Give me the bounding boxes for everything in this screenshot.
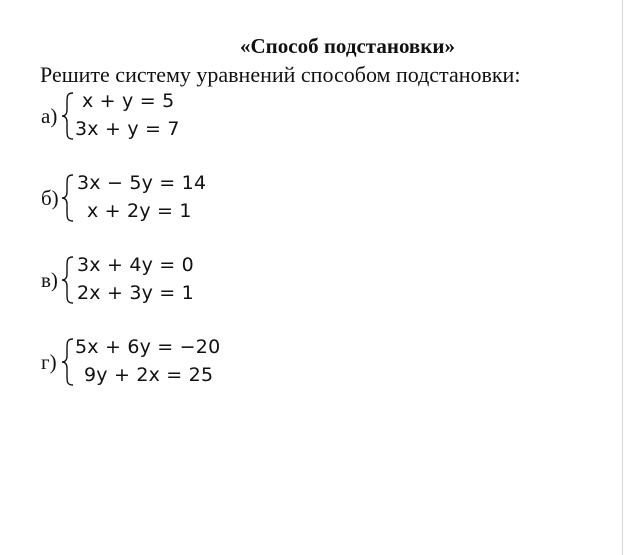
curly-brace-icon xyxy=(61,255,75,305)
page-border xyxy=(622,0,623,555)
curly-brace-icon xyxy=(61,173,75,223)
equation-1: 3x − 5y = 14 xyxy=(77,172,207,194)
equation-system-g xyxy=(40,335,340,391)
equation-system-v xyxy=(40,253,340,309)
equation-2: x + 2y = 1 xyxy=(87,200,192,222)
document-title: «Способ подстановки» xyxy=(240,34,455,58)
equation-1: 5x + 6y = −20 xyxy=(75,336,221,358)
curly-brace-icon xyxy=(61,337,75,387)
problem-label: в) xyxy=(41,268,58,292)
problem-label: г) xyxy=(41,350,57,374)
equation-system-b xyxy=(40,171,340,227)
equation-2: 9y + 2x = 25 xyxy=(84,364,214,386)
equation-1: x + y = 5 xyxy=(82,90,175,112)
equation-1: 3x + 4y = 0 xyxy=(77,254,194,276)
equation-2: 2x + 3y = 1 xyxy=(77,282,194,304)
instruction-text: Решите систему уравнений способом подстановки: xyxy=(40,62,521,87)
equation-system-a xyxy=(40,89,340,145)
problem-label: а) xyxy=(41,104,58,128)
equation-2: 3x + y = 7 xyxy=(75,118,180,140)
problem-label: б) xyxy=(41,186,59,210)
curly-brace-icon xyxy=(61,91,75,141)
